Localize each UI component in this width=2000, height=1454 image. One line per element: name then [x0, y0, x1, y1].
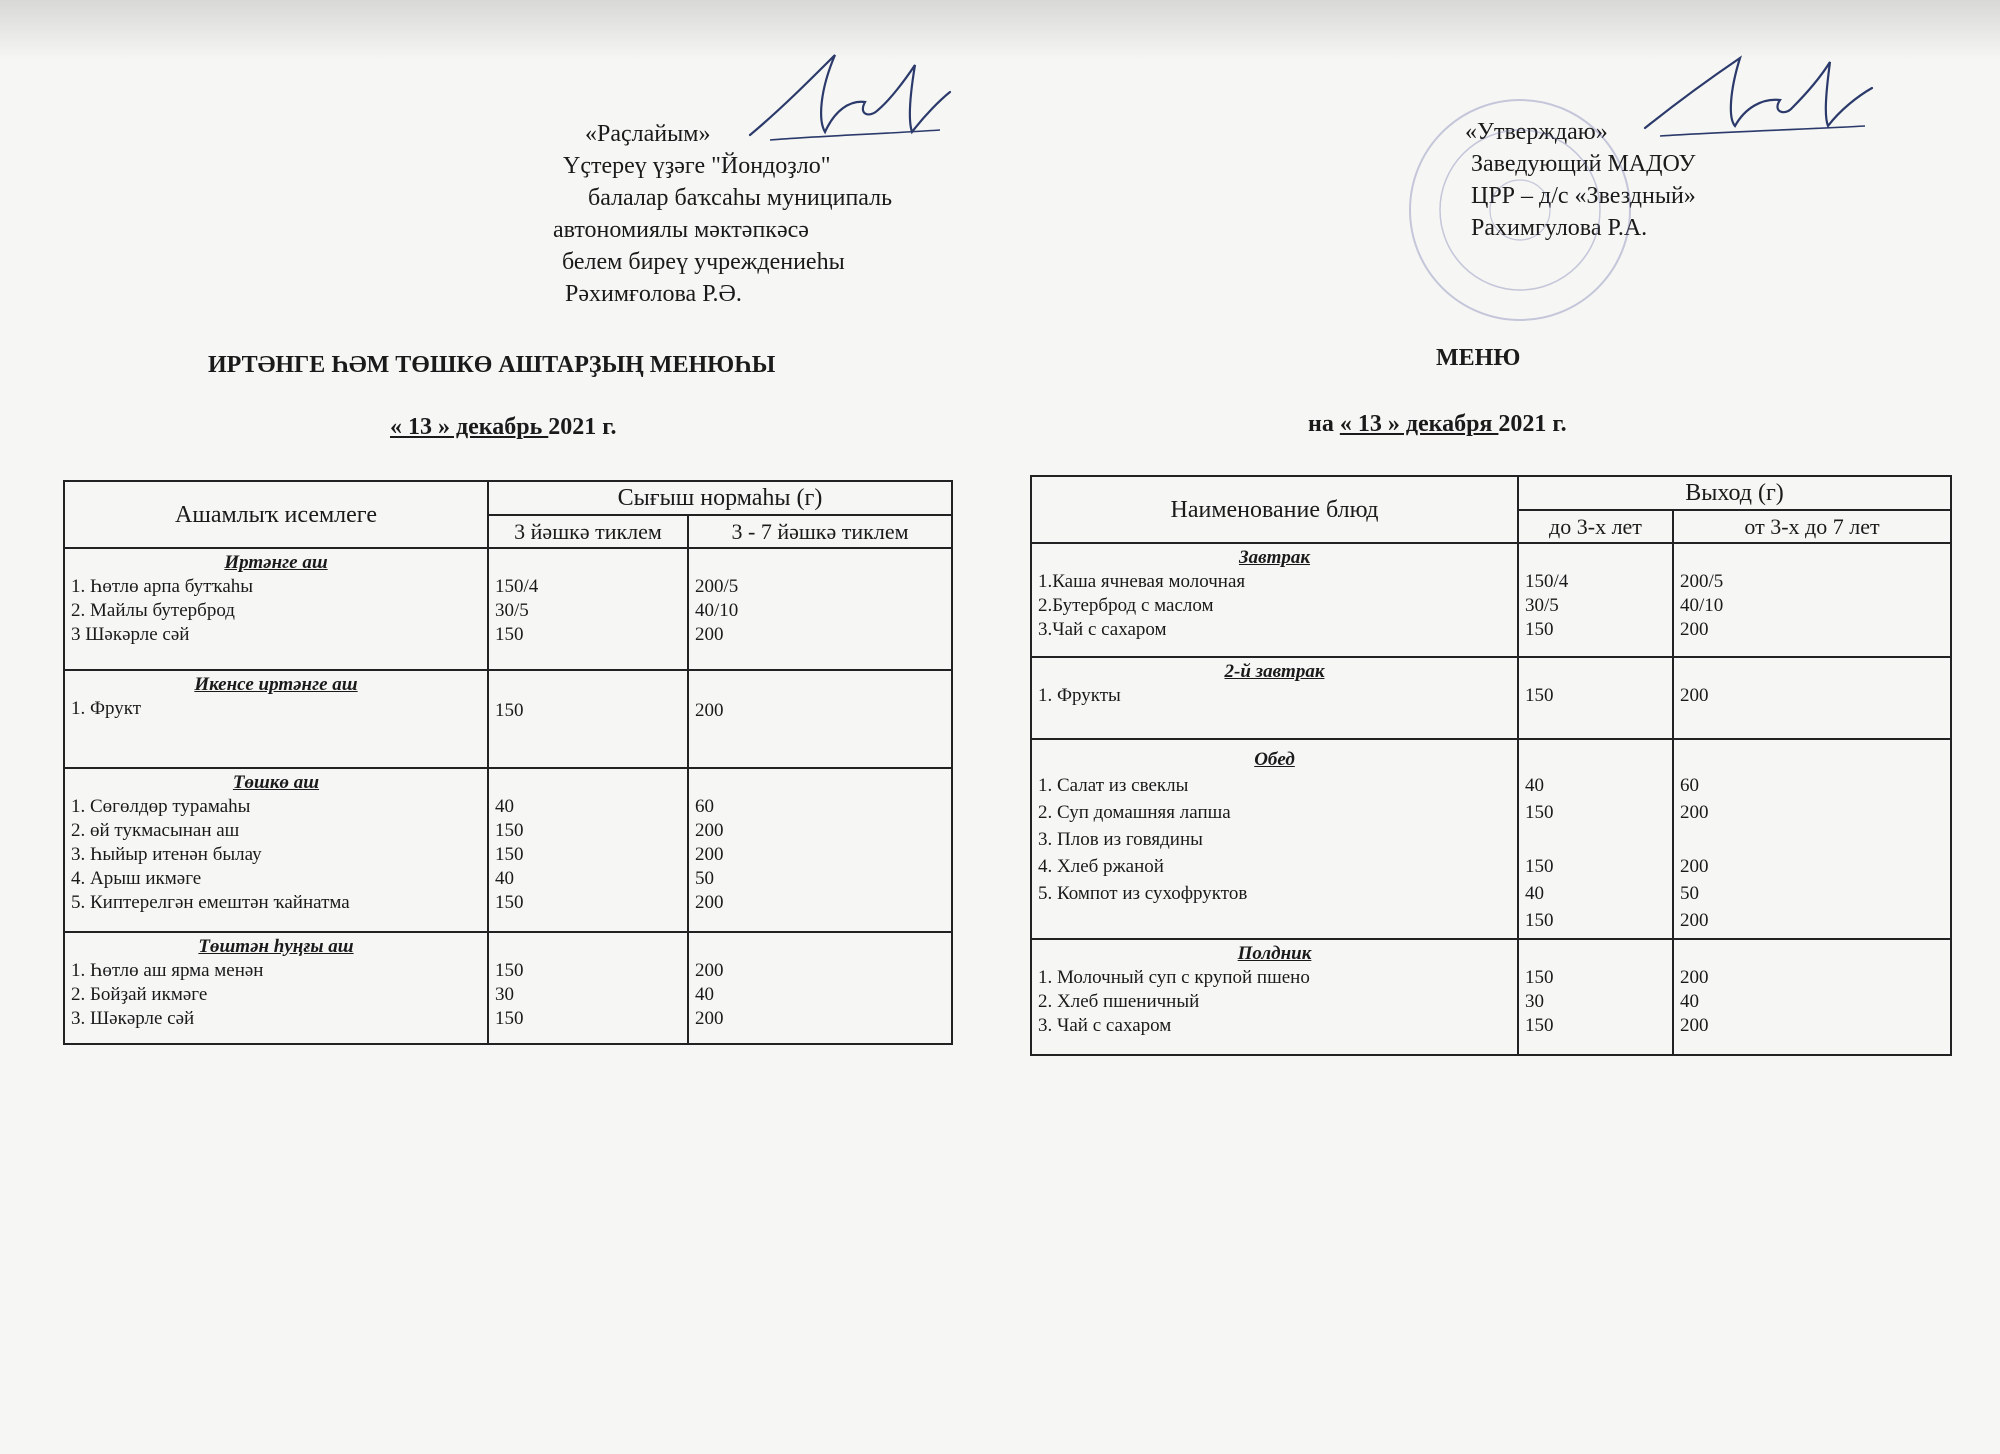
- list-item: 4. Хлеб ржаной: [1038, 856, 1164, 877]
- value: 40: [495, 868, 514, 889]
- right-menu-table: [1030, 475, 1952, 1056]
- value: 150/4: [495, 576, 539, 597]
- column-header-dish: Наименование блюд: [1031, 476, 1518, 543]
- value: 200: [695, 960, 724, 981]
- table-row: [64, 932, 952, 1044]
- value: 40: [1680, 991, 1699, 1012]
- value: 200/5: [1680, 571, 1724, 592]
- value: 40: [1525, 775, 1544, 796]
- left-date: [390, 414, 617, 441]
- value: 150: [1525, 685, 1554, 706]
- value: 150: [495, 820, 524, 841]
- left-menu-table: [63, 480, 953, 1045]
- list-item: 1. Салат из свеклы: [1038, 775, 1189, 796]
- value: 40: [1525, 883, 1544, 904]
- value: 200: [1680, 967, 1709, 988]
- approval-line: Рахимгулова Р.А.: [1471, 215, 1648, 241]
- value: 30: [495, 984, 514, 1005]
- value: 200: [1680, 802, 1709, 823]
- table-row: [64, 670, 952, 768]
- approval-line: «Утверждаю»: [1465, 119, 1608, 145]
- table-row: [1031, 739, 1951, 939]
- approval-line: Заведующий МАДОУ: [1471, 151, 1696, 177]
- value: 50: [1680, 883, 1699, 904]
- value: 40/10: [1680, 595, 1724, 616]
- value: 60: [695, 796, 714, 817]
- value: 200: [1680, 856, 1709, 877]
- list-item: 1. Молочный суп с крупой пшено: [1038, 967, 1310, 988]
- stamp: [1400, 90, 1640, 330]
- list-item: 1. Сөгөлдөр турамаһы: [71, 796, 251, 817]
- value: 150: [1525, 802, 1554, 823]
- approval-line: белем биреү учреждениеһы: [562, 249, 845, 275]
- list-item: 1. Һөтлө арпа бутҡаһы: [71, 576, 254, 597]
- section-title: 2-й завтрак: [1224, 661, 1325, 682]
- approval-line: Үҫтереү үҙәге "Йондоҙло": [563, 153, 831, 179]
- approval-line: автономиялы мәктәпкәсә: [553, 217, 809, 243]
- list-item: 1.Каша ячневая молочная: [1038, 571, 1246, 592]
- value: 200/5: [695, 576, 739, 597]
- left-title: ИРТӘНГЕ ҺӘМ ТӨШКӨ АШТАРҘЫҢ МЕНЮҺЫ: [208, 352, 776, 378]
- approval-line: «Раҫлайым»: [585, 121, 711, 147]
- value: 150: [495, 624, 524, 645]
- value: 150: [495, 844, 524, 865]
- approval-line: балалар баҡсаһы муниципаль: [588, 185, 893, 211]
- value: 200: [1680, 619, 1709, 640]
- left-signature: [740, 40, 960, 150]
- list-item: 5. Компот из сухофруктов: [1038, 883, 1248, 904]
- list-item: 1. Һөтлө аш ярма менән: [71, 960, 264, 981]
- list-item: 2. Суп домашняя лапша: [1038, 802, 1231, 823]
- value: 150: [1525, 619, 1554, 640]
- list-item: 3. Чай с сахаром: [1038, 1015, 1172, 1036]
- value: 200: [1680, 1015, 1709, 1036]
- list-item: 3. Плов из говядины: [1038, 829, 1203, 850]
- list-item: 2.Бутерброд с маслом: [1038, 595, 1214, 616]
- column-header-age-2: 3 - 7 йәшкә тиклем: [688, 515, 952, 548]
- section-title: Икенсе иртәнге аш: [194, 674, 358, 695]
- value: 30/5: [1525, 595, 1559, 616]
- list-item: 2. Майлы бутерброд: [71, 600, 235, 621]
- list-item: 3. Шәкәрле сәй: [71, 1008, 195, 1029]
- table-row: [64, 768, 952, 932]
- list-item: 4. Арыш икмәге: [71, 868, 202, 889]
- list-item: 5. Киптерелгән емештән ҡайнатма: [71, 892, 350, 913]
- right-date: [1308, 411, 1567, 438]
- value: 150: [1525, 910, 1554, 931]
- value: 150: [1525, 1015, 1554, 1036]
- value: 150: [1525, 967, 1554, 988]
- date-day-month: « 13 » декабрь: [390, 414, 549, 440]
- column-header-output: Сығыш нормаһы (г): [488, 481, 952, 515]
- column-header-age-2: от 3-х до 7 лет: [1673, 510, 1951, 543]
- section-title: Завтрак: [1238, 547, 1311, 568]
- table-row: [1031, 657, 1951, 739]
- column-header-age-1: 3 йәшкә тиклем: [488, 515, 688, 548]
- value: 150/4: [1525, 571, 1569, 592]
- section-title: Иртәнге аш: [224, 552, 328, 573]
- section-title: Төштән һуңғы аш: [198, 936, 354, 957]
- date-day-month: « 13 » декабря: [1339, 411, 1499, 437]
- value: 60: [1680, 775, 1699, 796]
- list-item: 3 Шәкәрле сәй: [71, 624, 190, 645]
- right-signature: [1640, 40, 1880, 150]
- value: 150: [495, 1008, 524, 1029]
- value: 150: [495, 892, 524, 913]
- approval-line: Рәхимғолова Р.Ә.: [565, 281, 742, 307]
- value: 40: [495, 796, 514, 817]
- table-row: [1031, 939, 1951, 1055]
- section-title: Полдник: [1237, 943, 1312, 964]
- list-item: 2. Хлеб пшеничный: [1038, 991, 1200, 1012]
- value: 40/10: [695, 600, 739, 621]
- section-title: Төшкө аш: [232, 772, 320, 793]
- value: 200: [695, 820, 724, 841]
- section-title: Обед: [1254, 749, 1295, 770]
- column-header-age-1: до 3-х лет: [1518, 510, 1673, 543]
- value: 200: [695, 1008, 724, 1029]
- value: 200: [695, 844, 724, 865]
- value: 150: [495, 960, 524, 981]
- value: 200: [695, 892, 724, 913]
- value: [1680, 828, 1944, 855]
- list-item: 1. Фрукты: [1038, 685, 1121, 706]
- right-title: МЕНЮ: [1436, 345, 1521, 371]
- list-item: 1. Фрукт: [71, 698, 142, 719]
- value: 200: [695, 700, 724, 721]
- date-year: 2021 г.: [548, 414, 617, 440]
- list-item: 2. Бойҙай икмәге: [71, 984, 208, 1005]
- list-item: 3.Чай с сахаром: [1038, 619, 1167, 640]
- list-item: 3. Һыйыр итенән былау: [71, 844, 262, 865]
- value: 150: [1525, 856, 1554, 877]
- value: 200: [1680, 910, 1709, 931]
- value: 40: [695, 984, 714, 1005]
- value: [1525, 828, 1666, 855]
- value: 200: [695, 624, 724, 645]
- approval-line: ЦРР – д/с «Звездный»: [1471, 183, 1696, 209]
- table-row: [1031, 543, 1951, 657]
- value: 150: [495, 700, 524, 721]
- value: 30/5: [495, 600, 529, 621]
- table-row: [64, 548, 952, 670]
- column-header-output: Выход (г): [1518, 476, 1951, 510]
- date-prefix: на: [1308, 411, 1340, 437]
- column-header-dish: Ашамлыҡ исемлеге: [64, 481, 488, 548]
- value: 200: [1680, 685, 1709, 706]
- list-item: 2. өй тукмасынан аш: [71, 820, 240, 841]
- value: 30: [1525, 991, 1544, 1012]
- date-year: 2021 г.: [1498, 411, 1567, 437]
- value: 50: [695, 868, 714, 889]
